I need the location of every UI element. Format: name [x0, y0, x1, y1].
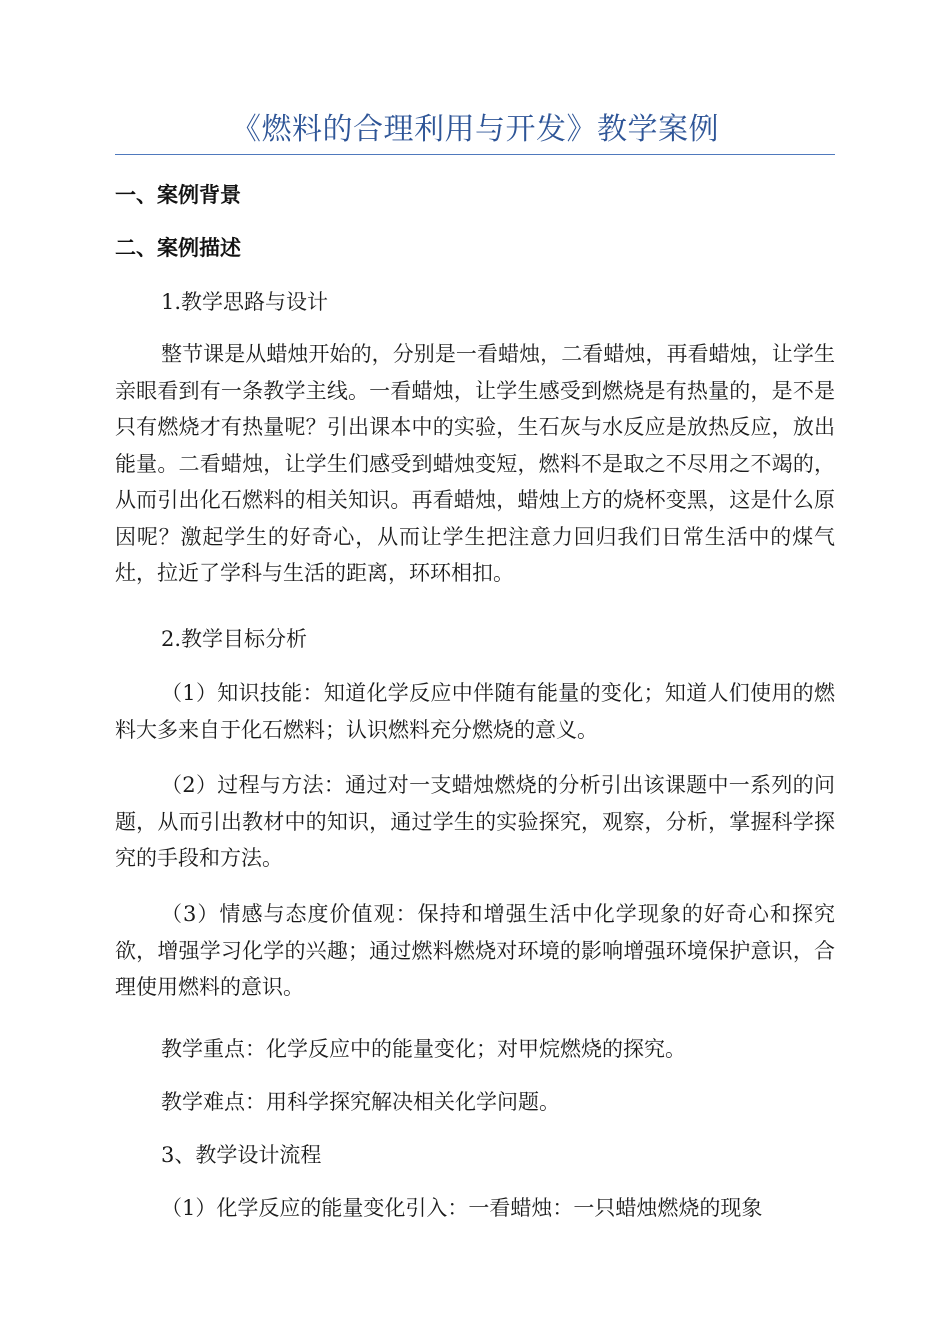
title-underline: [115, 154, 835, 155]
paragraph-teaching-design: 整节课是从蜡烛开始的，分别是一看蜡烛，二看蜡烛，再看蜡烛，让学生亲眼看到有一条教学主线。一看蜡烛，让学生感受到燃烧是有热量的，是不是只有燃烧才有热量呢？引出课本中的实验，生石灰与水反应是放热反应，放出能量。二看蜡烛，让学生们感受到蜡烛变短，燃料不是取之不尽用之不竭的，从而引出化石燃料的相关知识。再看蜡烛，蜡烛上方的烧杯变黑，这是什么原因呢？激起学生的好奇心，从而让学生把注意力回归我们日常生活中的煤气灶，拉近了学科与生活的距离，环环相扣。: [115, 342, 835, 585]
section-heading-background: 一、案例背景: [115, 182, 241, 207]
paragraph-objective-attitude: （3）情感与态度价值观：保持和增强生活中化学现象的好奇心和探究欲，增强学习化学的兴趣；通过燃料燃烧对环境的影响增强环境保护意识，合理使用燃料的意识。: [115, 902, 835, 999]
subheading-objectives: 2.教学目标分析: [161, 627, 308, 651]
subheading-teaching-design: 1.教学思路与设计: [161, 290, 329, 314]
key-point: 教学重点：化学反应中的能量变化；对甲烷燃烧的探究。: [161, 1037, 686, 1061]
paragraph-flow-step-1: （1）化学反应的能量变化引入：一看蜡烛：一只蜡烛燃烧的现象: [161, 1196, 763, 1220]
paragraph-objective-knowledge: （1）知识技能：知道化学反应中伴随有能量的变化；知道人们使用的燃料大多来自于化石燃料；认识燃料充分燃烧的意义。: [115, 681, 835, 742]
section-heading-description: 二、案例描述: [115, 235, 241, 260]
difficult-point: 教学难点：用科学探究解决相关化学问题。: [161, 1090, 560, 1114]
paragraph-objective-process: （2）过程与方法：通过对一支蜡烛燃烧的分析引出该课题中一系列的问题，从而引出教材中的知识，通过学生的实验探究，观察，分析，掌握科学探究的手段和方法。: [115, 773, 835, 870]
document-title: 《燃料的合理利用与开发》教学案例: [231, 112, 719, 147]
subheading-design-flow: 3、教学设计流程: [161, 1143, 322, 1167]
